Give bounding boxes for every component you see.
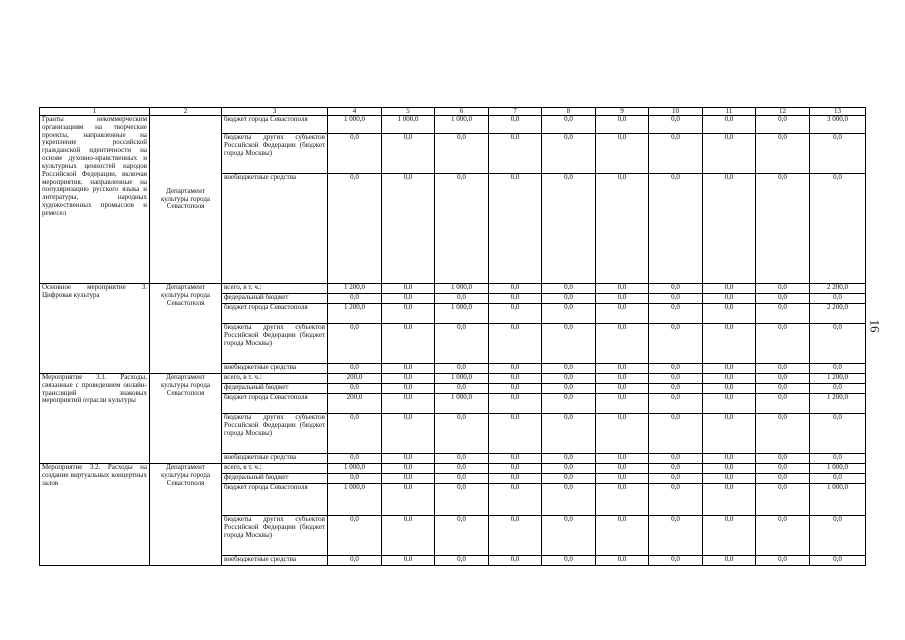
amount-cell: 0,0 <box>435 516 489 556</box>
amount-cell: 0,0 <box>810 474 866 484</box>
amount-cell: 0,0 <box>382 134 435 174</box>
amount-cell: 1 000,0 <box>435 374 489 384</box>
amount-cell: 0,0 <box>596 304 649 324</box>
amount-cell: 0,0 <box>382 394 435 414</box>
amount-cell: 0,0 <box>649 394 703 414</box>
amount-cell: 0,0 <box>756 324 810 364</box>
funding-source: федеральный бюджет <box>222 294 328 304</box>
page-number: 16 <box>867 319 883 333</box>
amount-cell: 0,0 <box>649 384 703 394</box>
funding-source: всего, в т. ч.: <box>222 464 328 474</box>
amount-cell: 0,0 <box>756 384 810 394</box>
amount-cell: 0,0 <box>382 304 435 324</box>
funding-source: бюджет города Севастополя <box>222 394 328 414</box>
column-number-11: 11 <box>703 108 756 116</box>
amount-cell: 0,0 <box>435 556 489 566</box>
amount-cell: 0,0 <box>489 284 542 294</box>
amount-cell: 0,0 <box>542 134 596 174</box>
amount-cell: 0,0 <box>596 454 649 464</box>
funding-source: внебюджетные средства <box>222 364 328 374</box>
amount-cell: 0,0 <box>596 516 649 556</box>
amount-cell: 0,0 <box>703 284 756 294</box>
amount-cell: 0,0 <box>489 116 542 134</box>
amount-cell: 0,0 <box>542 384 596 394</box>
amount-cell: 0,0 <box>596 134 649 174</box>
amount-cell: 0,0 <box>649 474 703 484</box>
amount-cell: 0,0 <box>756 394 810 414</box>
amount-cell: 0,0 <box>703 134 756 174</box>
amount-cell: 0,0 <box>810 454 866 464</box>
amount-cell: 0,0 <box>328 384 382 394</box>
amount-cell: 0,0 <box>489 134 542 174</box>
amount-cell: 0,0 <box>703 374 756 384</box>
column-number-row <box>40 108 866 116</box>
amount-cell: 0,0 <box>703 556 756 566</box>
table-row <box>40 116 866 134</box>
amount-cell: 0,0 <box>703 304 756 324</box>
table-row <box>40 284 866 294</box>
amount-cell: 0,0 <box>596 384 649 394</box>
amount-cell: 1 000,0 <box>435 284 489 294</box>
amount-cell: 0,0 <box>756 116 810 134</box>
amount-cell: 0,0 <box>756 174 810 284</box>
amount-cell: 0,0 <box>489 174 542 284</box>
column-number-13: 13 <box>810 108 866 116</box>
budget-table <box>39 107 866 566</box>
amount-cell: 0,0 <box>435 454 489 464</box>
amount-cell: 0,0 <box>649 116 703 134</box>
funding-source: федеральный бюджет <box>222 384 328 394</box>
amount-cell: 0,0 <box>328 454 382 464</box>
amount-cell: 1 200,0 <box>328 304 382 324</box>
amount-cell: 0,0 <box>542 484 596 516</box>
amount-cell: 0,0 <box>489 556 542 566</box>
amount-cell: 0,0 <box>382 464 435 474</box>
amount-cell: 0,0 <box>703 384 756 394</box>
amount-cell: 0,0 <box>756 364 810 374</box>
amount-cell: 0,0 <box>435 174 489 284</box>
amount-cell: 0,0 <box>649 174 703 284</box>
amount-cell: 0,0 <box>756 516 810 556</box>
funding-source: всего, в т. ч.: <box>222 374 328 384</box>
responsible-department: Департамент культуры города Севастополя <box>150 374 222 464</box>
amount-cell: 0,0 <box>810 516 866 556</box>
amount-cell: 0,0 <box>649 454 703 464</box>
activity-description: Основное мероприятие 3. Цифровая культура <box>40 284 150 374</box>
amount-cell: 0,0 <box>596 474 649 484</box>
amount-cell: 0,0 <box>703 414 756 454</box>
amount-cell: 0,0 <box>435 134 489 174</box>
funding-source: бюджет города Севастополя <box>222 304 328 324</box>
amount-cell: 0,0 <box>756 414 810 454</box>
amount-cell: 0,0 <box>756 134 810 174</box>
amount-cell: 0,0 <box>489 464 542 474</box>
amount-cell: 0,0 <box>382 556 435 566</box>
table-row <box>40 464 866 474</box>
amount-cell: 0,0 <box>756 556 810 566</box>
amount-cell: 0,0 <box>328 414 382 454</box>
amount-cell: 0,0 <box>382 284 435 294</box>
amount-cell: 0,0 <box>489 484 542 516</box>
amount-cell: 0,0 <box>542 284 596 294</box>
column-number-7: 7 <box>489 108 542 116</box>
amount-cell: 0,0 <box>489 394 542 414</box>
amount-cell: 0,0 <box>703 474 756 484</box>
amount-cell: 0,0 <box>596 116 649 134</box>
amount-cell: 0,0 <box>649 364 703 374</box>
amount-cell: 0,0 <box>649 484 703 516</box>
amount-cell: 0,0 <box>542 516 596 556</box>
amount-cell: 0,0 <box>649 284 703 294</box>
amount-cell: 0,0 <box>810 414 866 454</box>
amount-cell: 0,0 <box>649 464 703 474</box>
amount-cell: 0,0 <box>382 174 435 284</box>
amount-cell: 0,0 <box>542 374 596 384</box>
funding-source: бюджеты других субъектов Российской Федерации (бюджет города Москвы) <box>222 324 328 364</box>
amount-cell: 0,0 <box>649 556 703 566</box>
responsible-department: Департамент культуры города Севастополя <box>150 284 222 374</box>
amount-cell: 0,0 <box>382 454 435 464</box>
amount-cell: 0,0 <box>810 364 866 374</box>
amount-cell: 0,0 <box>542 174 596 284</box>
amount-cell: 0,0 <box>435 324 489 364</box>
amount-cell: 1 000,0 <box>810 464 866 474</box>
amount-cell: 0,0 <box>382 294 435 304</box>
amount-cell: 0,0 <box>649 516 703 556</box>
funding-source: бюджеты других субъектов Российской Федерации (бюджет города Москвы) <box>222 414 328 454</box>
amount-cell: 0,0 <box>435 414 489 454</box>
amount-cell: 0,0 <box>596 174 649 284</box>
amount-cell: 0,0 <box>542 474 596 484</box>
amount-cell: 0,0 <box>382 364 435 374</box>
amount-cell: 0,0 <box>542 394 596 414</box>
amount-cell: 0,0 <box>435 474 489 484</box>
amount-cell: 0,0 <box>489 364 542 374</box>
amount-cell: 0,0 <box>435 364 489 374</box>
amount-cell: 0,0 <box>542 464 596 474</box>
amount-cell: 0,0 <box>435 384 489 394</box>
amount-cell: 0,0 <box>328 364 382 374</box>
amount-cell: 0,0 <box>382 374 435 384</box>
amount-cell: 0,0 <box>489 324 542 364</box>
amount-cell: 0,0 <box>703 324 756 364</box>
amount-cell: 0,0 <box>382 324 435 364</box>
amount-cell: 0,0 <box>328 516 382 556</box>
amount-cell: 1 200,0 <box>810 394 866 414</box>
amount-cell: 0,0 <box>756 454 810 464</box>
funding-source: бюджеты других субъектов Российской Федерации (бюджет города Москвы) <box>222 134 328 174</box>
amount-cell: 0,0 <box>328 556 382 566</box>
amount-cell: 0,0 <box>542 304 596 324</box>
amount-cell: 0,0 <box>756 294 810 304</box>
funding-source: бюджет города Севастополя <box>222 484 328 516</box>
funding-source: внебюджетные средства <box>222 174 328 284</box>
amount-cell: 0,0 <box>703 294 756 304</box>
amount-cell: 0,0 <box>596 284 649 294</box>
amount-cell: 0,0 <box>649 414 703 454</box>
funding-source: бюджет города Севастополя <box>222 116 328 134</box>
amount-cell: 0,0 <box>810 324 866 364</box>
amount-cell: 0,0 <box>703 484 756 516</box>
amount-cell: 0,0 <box>810 294 866 304</box>
amount-cell: 0,0 <box>649 374 703 384</box>
amount-cell: 0,0 <box>435 484 489 516</box>
column-number-1: 1 <box>40 108 150 116</box>
activity-description: Мероприятие 3.2. Расходы на создание виртуальных концертных залов <box>40 464 150 566</box>
amount-cell: 1 000,0 <box>435 116 489 134</box>
amount-cell: 200,0 <box>328 374 382 384</box>
responsible-department: Департамент культуры города Севастополя <box>150 464 222 566</box>
amount-cell: 1 200,0 <box>810 374 866 384</box>
amount-cell: 0,0 <box>596 364 649 374</box>
amount-cell: 2 200,0 <box>810 304 866 324</box>
amount-cell: 0,0 <box>596 464 649 474</box>
amount-cell: 0,0 <box>435 464 489 474</box>
amount-cell: 0,0 <box>703 174 756 284</box>
amount-cell: 0,0 <box>596 414 649 454</box>
amount-cell: 0,0 <box>649 304 703 324</box>
amount-cell: 0,0 <box>756 374 810 384</box>
amount-cell: 0,0 <box>596 324 649 364</box>
amount-cell: 0,0 <box>756 284 810 294</box>
activity-description: Мероприятие 3.1. Расходы, связанные с проведением онлайн-трансляций знаковых мероприятий отрасли культуры <box>40 374 150 464</box>
amount-cell: 1 000,0 <box>328 464 382 474</box>
amount-cell: 0,0 <box>489 474 542 484</box>
amount-cell: 0,0 <box>810 134 866 174</box>
amount-cell: 1 000,0 <box>435 394 489 414</box>
activity-description: Гранты некоммерческим организациям на творческие проекты, направленные на укрепление российской гражданской идентичности на основе духовно-нравственных и культурных ценностей народов Российской Федерации, включая мероприятия, направленные на популяризацию русского языка и литературы, народных художественных промыслов и ремесел <box>40 116 150 284</box>
amount-cell: 1 000,0 <box>382 116 435 134</box>
amount-cell: 0,0 <box>489 516 542 556</box>
amount-cell: 0,0 <box>382 414 435 454</box>
amount-cell: 0,0 <box>596 374 649 384</box>
amount-cell: 200,0 <box>328 394 382 414</box>
funding-source: внебюджетные средства <box>222 454 328 464</box>
amount-cell: 0,0 <box>649 134 703 174</box>
amount-cell: 0,0 <box>810 174 866 284</box>
column-number-10: 10 <box>649 108 703 116</box>
amount-cell: 3 000,0 <box>810 116 866 134</box>
amount-cell: 0,0 <box>489 384 542 394</box>
amount-cell: 0,0 <box>649 294 703 304</box>
amount-cell: 0,0 <box>489 454 542 464</box>
column-number-4: 4 <box>328 108 382 116</box>
amount-cell: 0,0 <box>489 374 542 384</box>
column-number-2: 2 <box>150 108 222 116</box>
amount-cell: 0,0 <box>542 324 596 364</box>
amount-cell: 0,0 <box>756 304 810 324</box>
column-number-8: 8 <box>542 108 596 116</box>
amount-cell: 0,0 <box>703 516 756 556</box>
table-row <box>40 374 866 384</box>
amount-cell: 0,0 <box>649 324 703 364</box>
amount-cell: 0,0 <box>596 484 649 516</box>
amount-cell: 0,0 <box>703 464 756 474</box>
amount-cell: 0,0 <box>382 384 435 394</box>
amount-cell: 0,0 <box>756 464 810 474</box>
amount-cell: 0,0 <box>328 474 382 484</box>
amount-cell: 0,0 <box>489 294 542 304</box>
amount-cell: 0,0 <box>596 394 649 414</box>
column-number-12: 12 <box>756 108 810 116</box>
column-number-9: 9 <box>596 108 649 116</box>
amount-cell: 0,0 <box>703 454 756 464</box>
amount-cell: 0,0 <box>382 474 435 484</box>
amount-cell: 1 000,0 <box>328 116 382 134</box>
responsible-department: Департамент культуры города Севастополя <box>150 116 222 284</box>
amount-cell: 1 200,0 <box>328 284 382 294</box>
funding-source: федеральный бюджет <box>222 474 328 484</box>
amount-cell: 0,0 <box>382 484 435 516</box>
funding-source: внебюджетные средства <box>222 556 328 566</box>
amount-cell: 0,0 <box>810 556 866 566</box>
amount-cell: 0,0 <box>596 556 649 566</box>
amount-cell: 0,0 <box>328 174 382 284</box>
amount-cell: 0,0 <box>703 394 756 414</box>
amount-cell: 0,0 <box>489 414 542 454</box>
amount-cell: 1 000,0 <box>810 484 866 516</box>
amount-cell: 0,0 <box>542 116 596 134</box>
amount-cell: 0,0 <box>328 324 382 364</box>
amount-cell: 0,0 <box>703 116 756 134</box>
amount-cell: 0,0 <box>542 364 596 374</box>
amount-cell: 0,0 <box>382 516 435 556</box>
amount-cell: 0,0 <box>810 384 866 394</box>
amount-cell: 0,0 <box>328 294 382 304</box>
column-number-6: 6 <box>435 108 489 116</box>
amount-cell: 1 000,0 <box>328 484 382 516</box>
amount-cell: 0,0 <box>756 474 810 484</box>
funding-source: всего, в т. ч.: <box>222 284 328 294</box>
amount-cell: 0,0 <box>542 294 596 304</box>
amount-cell: 0,0 <box>542 454 596 464</box>
amount-cell: 0,0 <box>756 484 810 516</box>
amount-cell: 0,0 <box>596 294 649 304</box>
amount-cell: 0,0 <box>328 134 382 174</box>
column-number-3: 3 <box>222 108 328 116</box>
column-number-5: 5 <box>382 108 435 116</box>
amount-cell: 0,0 <box>542 414 596 454</box>
amount-cell: 0,0 <box>489 304 542 324</box>
amount-cell: 1 000,0 <box>435 304 489 324</box>
amount-cell: 0,0 <box>703 364 756 374</box>
funding-source: бюджеты других субъектов Российской Федерации (бюджет города Москвы) <box>222 516 328 556</box>
amount-cell: 0,0 <box>542 556 596 566</box>
amount-cell: 2 200,0 <box>810 284 866 294</box>
amount-cell: 0,0 <box>435 294 489 304</box>
